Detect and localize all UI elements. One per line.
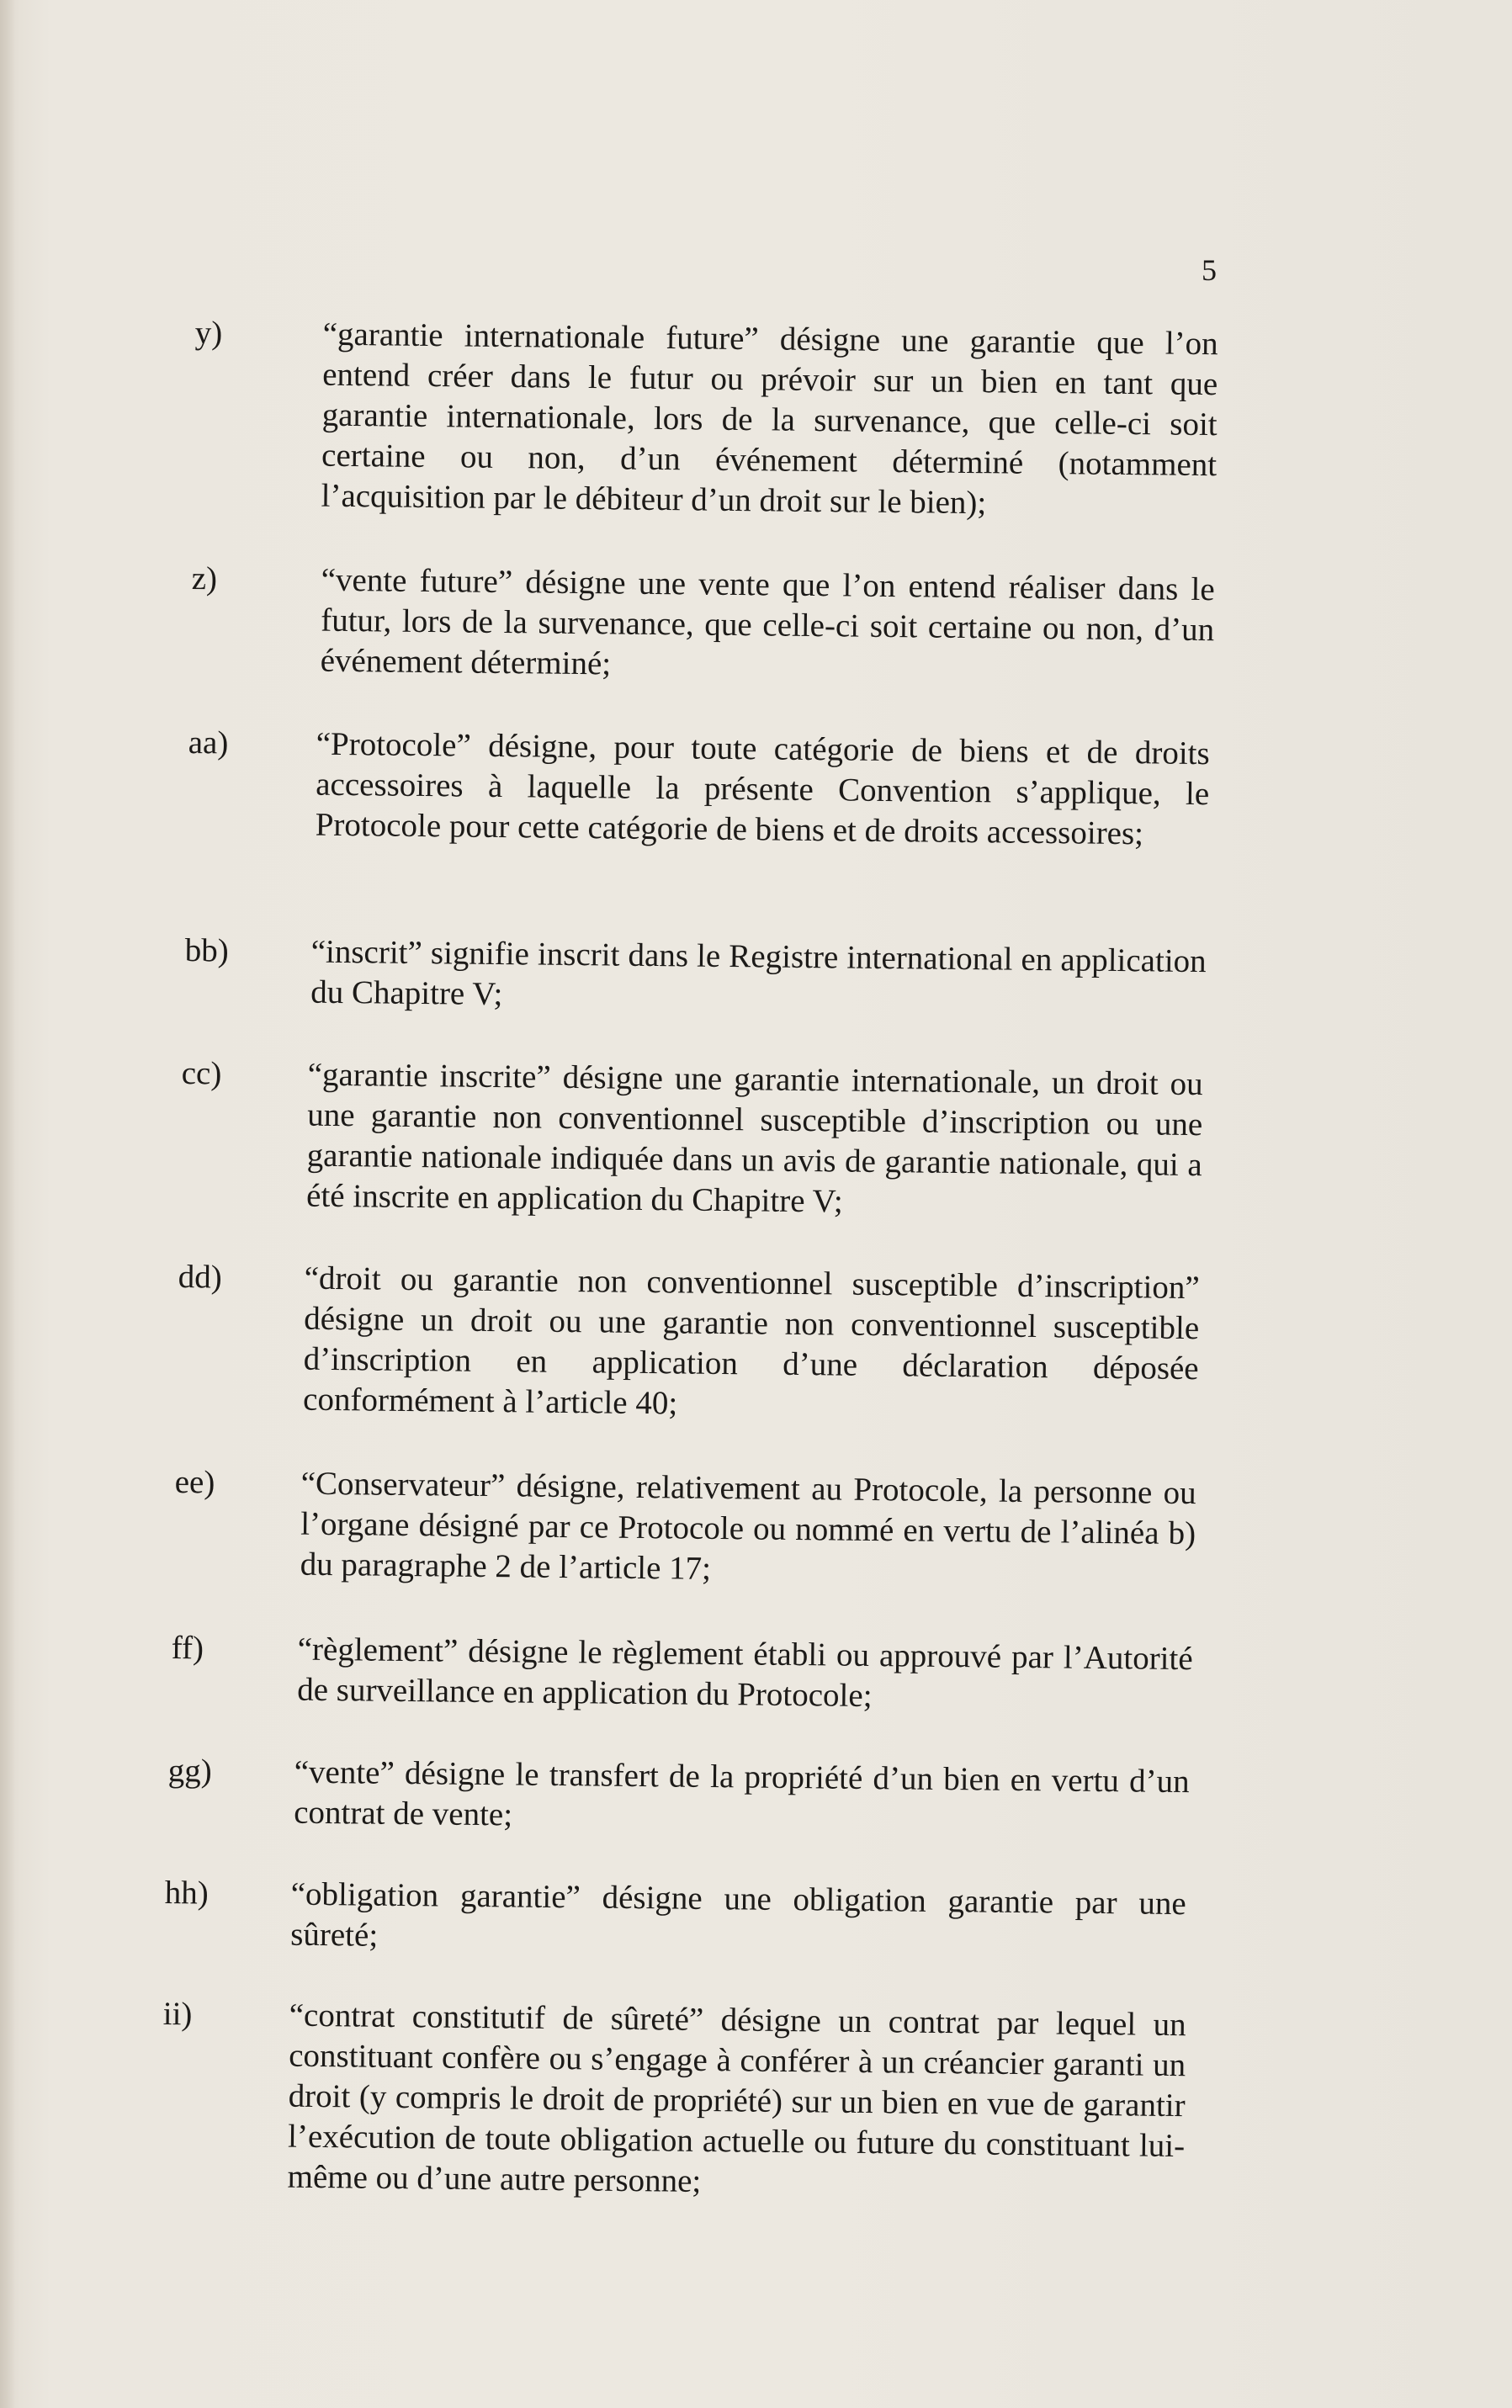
page-binding-edge <box>0 0 15 2408</box>
definition-label: bb) <box>184 931 229 969</box>
definition-text: “obligation garantie” désigne une obligation garantie par une sûreté; <box>289 1875 1186 1954</box>
definition-label: cc) <box>181 1054 222 1092</box>
definition-text: “règlement” désigne le règlement établi ou approuvé par l’Autorité de surveillance en application du Protocole; <box>296 1631 1193 1715</box>
definition-label: y) <box>194 314 223 352</box>
definition-label: hh) <box>164 1875 209 1912</box>
definition-text: “Conservateur” désigne, relativement au Protocole, la personne ou l’organe désigné par ce Protocole ou nommé en vertu de l’alinéa b) du paragraphe 2 de l’article 17; <box>300 1465 1196 1587</box>
definition-label: dd) <box>178 1258 222 1296</box>
definition-label: z) <box>191 560 218 597</box>
definition-text: “garantie internationale future” désigne une garantie que l’on entend créer dans le futur ou prévoir sur un bien en tant que garantie internationale, lors de la survenance, que celle-ci soit certaine ou non, d’un événement déterminé (notamment l’acquisition par le débiteur d’un droit sur le bien); <box>321 316 1218 522</box>
definition-text: “droit ou garantie non conventionnel susceptible d’inscription” désigne un droit ou une garantie non conventionnel susceptible d’inscription en application d’une déclaration déposée conformément à l’article 40; <box>302 1260 1200 1422</box>
definition-text: “vente” désigne le transfert de la propriété d’un bien en vertu d’un contrat de vente; <box>293 1753 1190 1833</box>
definition-text: “contrat constitutif de sûreté” désigne un contrat par lequel un constituant confère ou s’engage à conférer à un créancier garanti un droit (y compris le droit de propriété) sur un bien en vue de garantir l’exécution de toute obligation actuelle ou future du constituant lui-même ou d’une autre personne; <box>287 1997 1186 2199</box>
definition-label: ee) <box>174 1463 215 1501</box>
definition-text: “vente future” désigne une vente que l’on entend réaliser dans le futur, lors de la survenance, que celle-ci soit certaine ou non, d’un événement déterminé; <box>320 561 1215 682</box>
definition-label: ii) <box>162 1996 193 2033</box>
page-number: 5 <box>1202 253 1217 287</box>
definition-text: “garantie inscrite” désigne une garantie internationale, un droit ou une garantie non conventionnel susceptible d’inscription ou une garantie nationale indiquée dans un avis de garantie nationale, qui a été inscrite en application du Chapitre V; <box>305 1056 1203 1220</box>
definition-label: gg) <box>167 1753 212 1790</box>
definition-label: ff) <box>171 1629 204 1667</box>
definition-text: “Protocole” désigne, pour toute catégorie de biens et de droits accessoires à laquelle la présente Convention s’applique, le Protocole pour cette catégorie de biens et de droits accessoires; <box>315 725 1210 852</box>
definition-text: “inscrit” signifie inscrit dans le Registre international en application du Chapitre V; <box>310 933 1207 1013</box>
definition-label: aa) <box>188 724 229 761</box>
